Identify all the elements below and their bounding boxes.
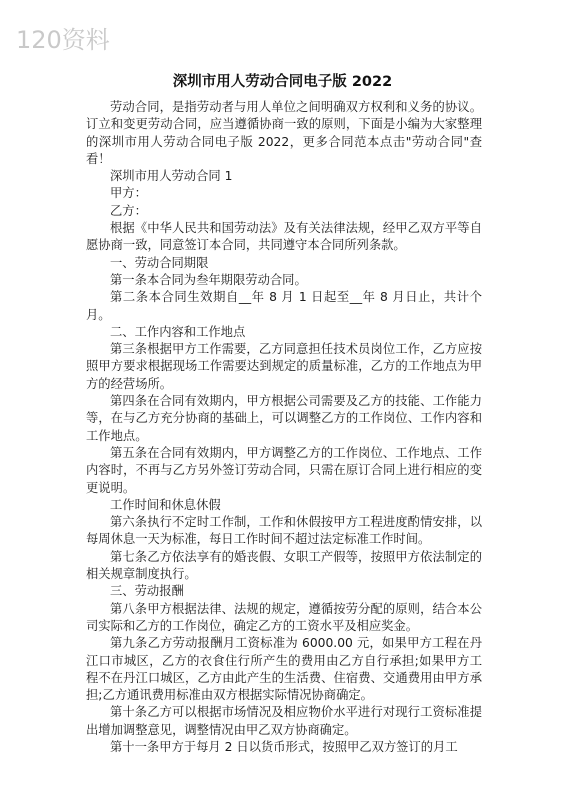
document-body [86, 99, 482, 756]
clause-paragraph: 第十一条甲方于每月 2 日以货币形式，按照甲乙双方签订的月工 [110, 739, 458, 754]
clause-paragraph: 第三条根据甲方工作需要，乙方同意担任技术员岗位工作，乙方应按照甲方要求根据现场工作需要达到规定的质量标准，乙方的工作地点为甲方的经营场所。 [86, 342, 482, 391]
clause-paragraph: 第八条甲方根据法律、法规的规定，遵循按劳分配的原则，结合本公司实际和乙方的工作岗位，确定乙方的工资水平及相应奖金。 [86, 601, 482, 633]
clause-paragraph: 第四条在合同有效期内，甲方根据公司需要及乙方的技能、工作能力等，在与乙方充分协商的基础上，可以调整乙方的工作岗位、工作内容和工作地点。 [86, 394, 482, 443]
document-title: 深圳市用人劳动合同电子版 2022 [172, 74, 393, 90]
contract-heading: 深圳市用人劳动合同 1 [110, 169, 233, 184]
preamble-paragraph: 根据《中华人民共和国劳动法》及有关法律法规，经甲乙双方平等自愿协商一致，同意签订本合同，共同遵守本合同所列条款。 [86, 221, 482, 253]
clause-paragraph: 第一条本合同为叁年期限劳动合同。 [110, 272, 307, 287]
section-heading: 工作时间和休息休假 [110, 497, 221, 512]
section-heading: 二、工作内容和工作地点 [110, 324, 246, 339]
intro-paragraph: 劳动合同，是指劳动者与用人单位之间明确双方权利和义务的协议。订立和变更劳动合同，应当遵循协商一致的原则，下面是小编为大家整理的深圳市用人劳动合同电子版 2022，更多合同范本点击"劳动合同"查看！ [86, 100, 482, 166]
clause-paragraph: 第七条乙方依法享有的婚丧假、女职工产假等，按照甲方依法制定的相关规章制度执行。 [86, 549, 482, 582]
party-a-label: 甲方： [110, 186, 147, 201]
watermark: 120资料 [16, 26, 110, 54]
clause-paragraph: 第九条乙方劳动报酬月工资标准为 6000.00 元，如果甲方工程在丹江口市城区，乙方的衣食住行所产生的费用由乙方自行承担;如果甲方工程不在丹江口城区，乙方由此产生的生活费、住宿费、交通费用由甲方承担;乙方通讯费用标准由双方根据实际情况协商确定。 [86, 636, 482, 703]
party-b-label: 乙方： [110, 203, 147, 218]
clause-paragraph: 第五条在合同有效期内，甲方调整乙方的工作岗位、工作地点、工作内容时，不再与乙方另外签订劳动合同，只需在原订合同上进行相应的变更说明。 [86, 445, 482, 495]
clause-paragraph: 第二条本合同生效期自__年 8 月 1 日起至__年 8 月日止，共计个月。 [86, 290, 482, 322]
section-heading: 三、劳动报酬 [110, 584, 184, 599]
section-heading: 一、劳动合同期限 [110, 255, 209, 270]
clause-paragraph: 第十条乙方可以根据市场情况及相应物价水平进行对现行工资标准提出增加调整意见，调整情况由甲乙双方协商确定。 [86, 705, 482, 737]
clause-paragraph: 第六条执行不定时工作制，工作和休假按甲方工程进度酌情安排，以每周休息一天为标准，每日工作时间不超过法定标准工作时间。 [86, 515, 482, 547]
